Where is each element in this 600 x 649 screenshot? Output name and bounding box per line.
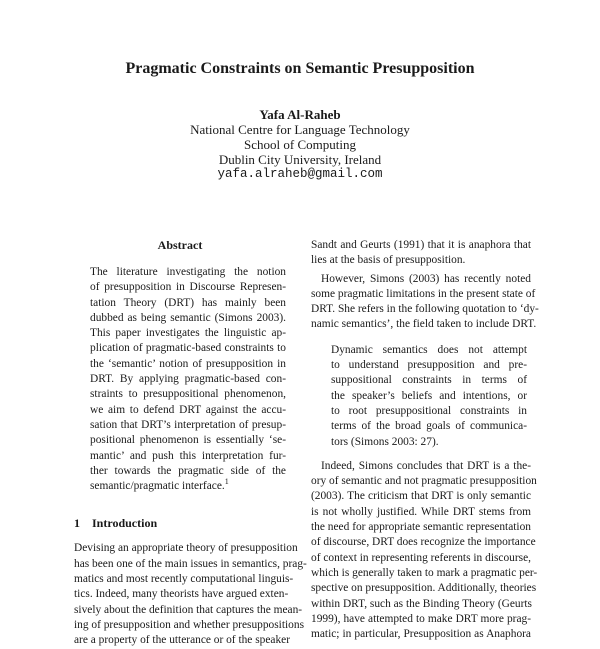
affiliation-line: Dublin City University, Ireland bbox=[218, 152, 382, 167]
abstract-line: DRT. By applying pragmatic-based con- bbox=[90, 373, 286, 386]
right-column bbox=[311, 238, 539, 642]
text-line: some pragmatic limitations in the present state of bbox=[311, 287, 536, 300]
section-heading bbox=[74, 516, 286, 531]
quote-line: to understand presupposition and pre- bbox=[331, 359, 527, 372]
text-line: namic semantics’, the field taken to include DRT. bbox=[311, 318, 537, 331]
text-line: 1999), have attempted to make DRT more prag- bbox=[311, 612, 531, 625]
left-column bbox=[74, 238, 307, 649]
text-line: DRT. She refers in the following quotation to ‘dy- bbox=[311, 303, 539, 316]
author-name: Yafa Al-Raheb bbox=[259, 107, 341, 122]
text-line: lies at the basis of presupposition. bbox=[311, 254, 466, 267]
abstract-line: plication of pragmatic-based constraints to bbox=[90, 342, 286, 355]
intro-line: tics. Indeed, many theorists have argued exten- bbox=[74, 588, 289, 601]
affiliation-line: School of Computing bbox=[244, 137, 356, 152]
quote-line: suppositional constraints in terms of bbox=[331, 374, 527, 387]
text-line: matic; in particular, Presupposition as Anaphora bbox=[311, 628, 531, 641]
intro-paragraph bbox=[74, 541, 307, 648]
intro-line: Devising an appropriate theory of presupposition bbox=[74, 542, 298, 555]
abstract-line: straints to presuppositional phenomenon, bbox=[90, 388, 286, 401]
abstract-body bbox=[90, 265, 286, 494]
abstract-line: tation Theory (DRT) has mainly been bbox=[90, 296, 286, 309]
text-line: which is generally taken to mark a pragmatic per- bbox=[311, 566, 538, 579]
abstract-line: mantic’ and push this interpretation fur- bbox=[90, 449, 286, 462]
text-line: is not wholly justified. While DRT stems from bbox=[311, 505, 531, 518]
abstract-line: semantic/pragmatic interface. bbox=[90, 480, 225, 493]
intro-line: are a property of the utterance or of the speaker bbox=[74, 634, 290, 647]
text-line: Sandt and Geurts (1991) that it is anaphora that bbox=[311, 239, 531, 251]
abstract-line: ther towards the pragmatic side of the bbox=[90, 464, 286, 477]
text-line: ory of semantic and not pragmatic presupposition bbox=[311, 475, 537, 488]
footnote-mark[interactable]: 1 bbox=[224, 477, 229, 487]
affiliation-line: National Centre for Language Technology bbox=[190, 122, 410, 137]
abstract-heading: Abstract bbox=[157, 238, 203, 252]
abstract-line: we aim to defend DRT against the accu- bbox=[90, 403, 286, 416]
paragraph bbox=[311, 459, 538, 643]
text-line: of context in representing referents in discourse, bbox=[311, 551, 531, 564]
quote-line: Dynamic semantics does not attempt bbox=[331, 343, 527, 356]
abstract-line: This paper investigates the linguistic ap- bbox=[90, 327, 286, 340]
abstract-last-line bbox=[90, 479, 286, 494]
block-quote bbox=[331, 343, 527, 450]
abstract-line: the ‘semantic’ notion of presupposition in bbox=[90, 357, 286, 370]
paragraph bbox=[311, 238, 531, 269]
text-line: of discourse, DRT does recognize the importance bbox=[311, 536, 536, 549]
intro-line: ing of presupposition and whether presuppositions bbox=[74, 618, 304, 631]
text-line: (2003). The criticism that DRT is only semantic bbox=[311, 490, 531, 503]
abstract-line: of presupposition in Discourse Represen- bbox=[90, 281, 286, 294]
quote-line: terms of the broad goals of communica- bbox=[331, 420, 527, 433]
author-block bbox=[0, 107, 600, 182]
section-title: Introduction bbox=[92, 516, 158, 531]
section-number: 1 bbox=[74, 516, 80, 531]
intro-line: sively about the definition that captures the mean- bbox=[74, 603, 303, 616]
intro-line: has been one of the main issues in semantics, prag- bbox=[74, 557, 307, 570]
paper-title: Pragmatic Constraints on Semantic Presupposition bbox=[125, 60, 475, 77]
abstract-line: positional phenomenon is essentially ‘se- bbox=[90, 434, 286, 447]
text-line: the need for appropriate semantic representation bbox=[311, 521, 531, 534]
text-line: spective on presupposition. Additionally, theories bbox=[311, 582, 537, 595]
quote-line: to root presuppositional constraints in bbox=[331, 404, 527, 417]
author-email[interactable]: yafa.alraheb@gmail.com bbox=[217, 167, 383, 181]
text-line: within DRT, such as the Binding Theory (Geurts bbox=[311, 597, 532, 610]
abstract-line: The literature investigating the notion bbox=[90, 266, 286, 278]
abstract-line: sation that DRT’s interpretation of presup- bbox=[90, 418, 286, 431]
intro-line: matics and most recently computational linguis- bbox=[74, 573, 294, 586]
paragraph bbox=[311, 272, 539, 333]
quote-line: tors (Simons 2003: 27). bbox=[331, 435, 439, 448]
text-line: Indeed, Simons concludes that DRT is a the- bbox=[321, 459, 531, 472]
abstract-line: dubbed as being semantic (Simons 2003). bbox=[90, 311, 286, 324]
text-line: However, Simons (2003) has recently noted bbox=[321, 272, 531, 285]
quote-line: the speaker’s beliefs and intentions, or bbox=[331, 389, 527, 402]
